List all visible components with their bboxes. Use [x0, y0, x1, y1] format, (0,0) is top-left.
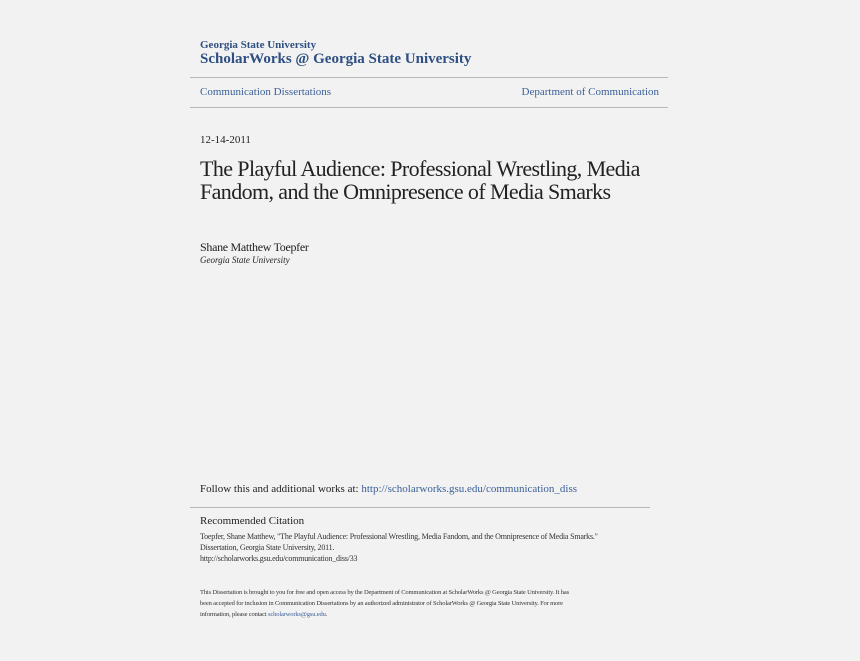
header-rule-top	[190, 77, 668, 78]
follow-line	[200, 483, 577, 495]
repository-name[interactable]: ScholarWorks @ Georgia State University	[200, 51, 472, 67]
paper-title: The Playful Audience: Professional Wrestling, Media Fandom, and the Omnipresence of Media Smarks	[200, 156, 640, 204]
author-affiliation: Georgia State University	[200, 255, 290, 265]
department-link[interactable]: Department of Communication	[521, 86, 659, 98]
citation-heading: Recommended Citation	[200, 515, 305, 527]
contact-suffix: .	[325, 611, 328, 618]
citation-url[interactable]: http://scholarworks.gsu.edu/communication_diss/33	[200, 554, 358, 563]
citation-line-1: Toepfer, Shane Matthew, "The Playful Audience: Professional Wrestling, Media Fandom, and the Omnipresence of Media Smarks."	[200, 532, 598, 541]
access-notice-line-1: This Dissertation is brought to you for free and open access by the Department of Communication at ScholarWorks @ Georgia State University. It has	[200, 589, 569, 596]
citation-rule	[190, 507, 650, 508]
access-notice-line-3	[200, 611, 327, 618]
contact-email-link[interactable]: scholarworks@gsu.edu	[268, 611, 326, 618]
access-notice-line-2: been accepted for inclusion in Communication Dissertations by an authorized administrator of ScholarWorks @ Georgia State University. For more	[200, 600, 563, 607]
author-name: Shane Matthew Toepfer	[200, 240, 309, 254]
institution-name: Georgia State University	[200, 39, 317, 51]
citation-line-2: Dissertation, Georgia State University, 2011.	[200, 543, 335, 552]
document-page	[190, 0, 670, 661]
follow-prefix: Follow this and additional works at:	[200, 483, 359, 495]
contact-prefix: information, please contact	[200, 611, 267, 618]
series-link[interactable]: Communication Dissertations	[200, 86, 332, 98]
collection-link[interactable]: http://scholarworks.gsu.edu/communication_diss	[361, 483, 578, 495]
header-rule-bottom	[190, 107, 668, 108]
publication-date: 12-14-2011	[200, 134, 251, 146]
